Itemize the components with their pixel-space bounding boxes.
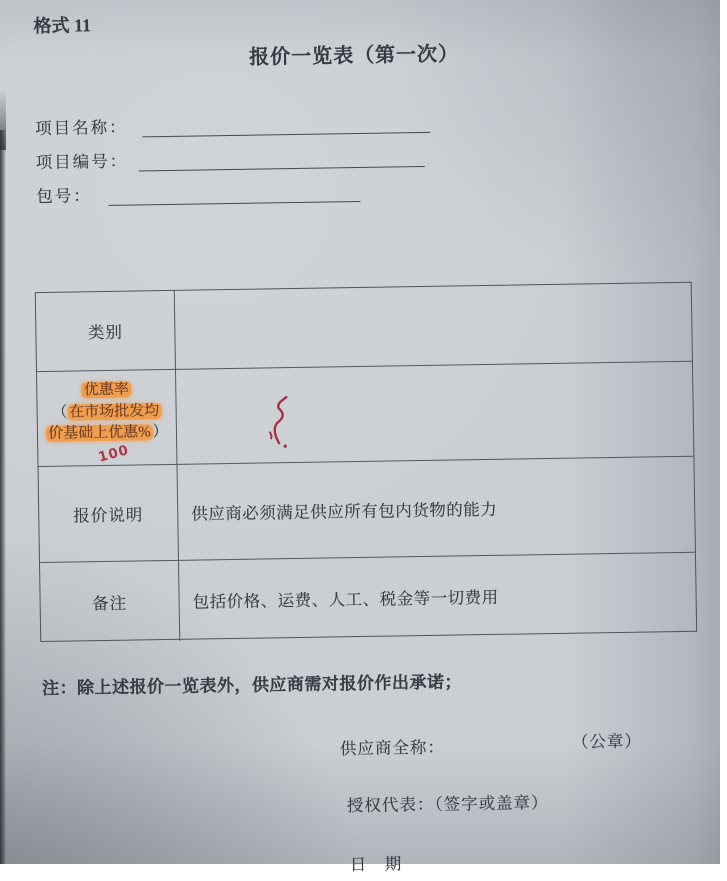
supplier-name-label: 供应商全称： — [339, 737, 446, 759]
field-project-name — [35, 109, 430, 139]
table-row-quote-note-label: 报价说明 — [39, 465, 179, 563]
quotation-table — [35, 282, 697, 642]
project-number-blank-line — [138, 146, 424, 171]
official-seal-label: （公章） — [571, 731, 643, 752]
paper-left-edge-shadow — [0, 130, 6, 864]
highlight-discount-rate: 优惠率 — [83, 381, 129, 399]
date-label: 日 期 — [349, 854, 403, 875]
table-row-category-label: 类别 — [36, 291, 176, 372]
package-number-label: 包号： — [36, 186, 92, 207]
table-row-discount-content — [176, 362, 693, 465]
highlight-discount-line2: 在市场批发均 — [69, 402, 160, 421]
table-row-category-content — [175, 283, 692, 370]
table-row-discount-label — [37, 370, 177, 467]
highlight-discount-line3: 价基础上优惠% — [48, 424, 151, 442]
paper-left-edge-fade — [0, 90, 6, 150]
format-label: 格式 11 — [33, 15, 92, 37]
project-number-label: 项目编号： — [35, 151, 129, 173]
page-title: 报价一览表（第一次） — [248, 43, 460, 69]
table-row-remarks-label: 备注 — [40, 561, 180, 643]
table-row-quote-note-content: 供应商必须满足供应所有包内货物的能力 — [177, 457, 694, 561]
handwritten-100-annotation: 100 — [96, 442, 131, 466]
field-package-number — [36, 178, 360, 207]
package-number-blank-line — [108, 181, 360, 206]
field-project-number — [36, 143, 425, 173]
project-name-label: 项目名称： — [35, 117, 128, 139]
authorized-representative-label: 授权代表：（签字或盖章） — [346, 793, 549, 816]
discount-paren-close: ） — [152, 424, 168, 441]
project-name-blank-line — [142, 112, 430, 138]
handwritten-red-squiggle — [260, 392, 299, 453]
footer-note: 注：除上述报价一览表外，供应商需对报价作出承诺； — [41, 672, 463, 699]
table-row-remarks-content: 包括价格、运费、人工、税金等一切费用 — [192, 587, 499, 612]
discount-paren-open: （ — [52, 404, 68, 421]
